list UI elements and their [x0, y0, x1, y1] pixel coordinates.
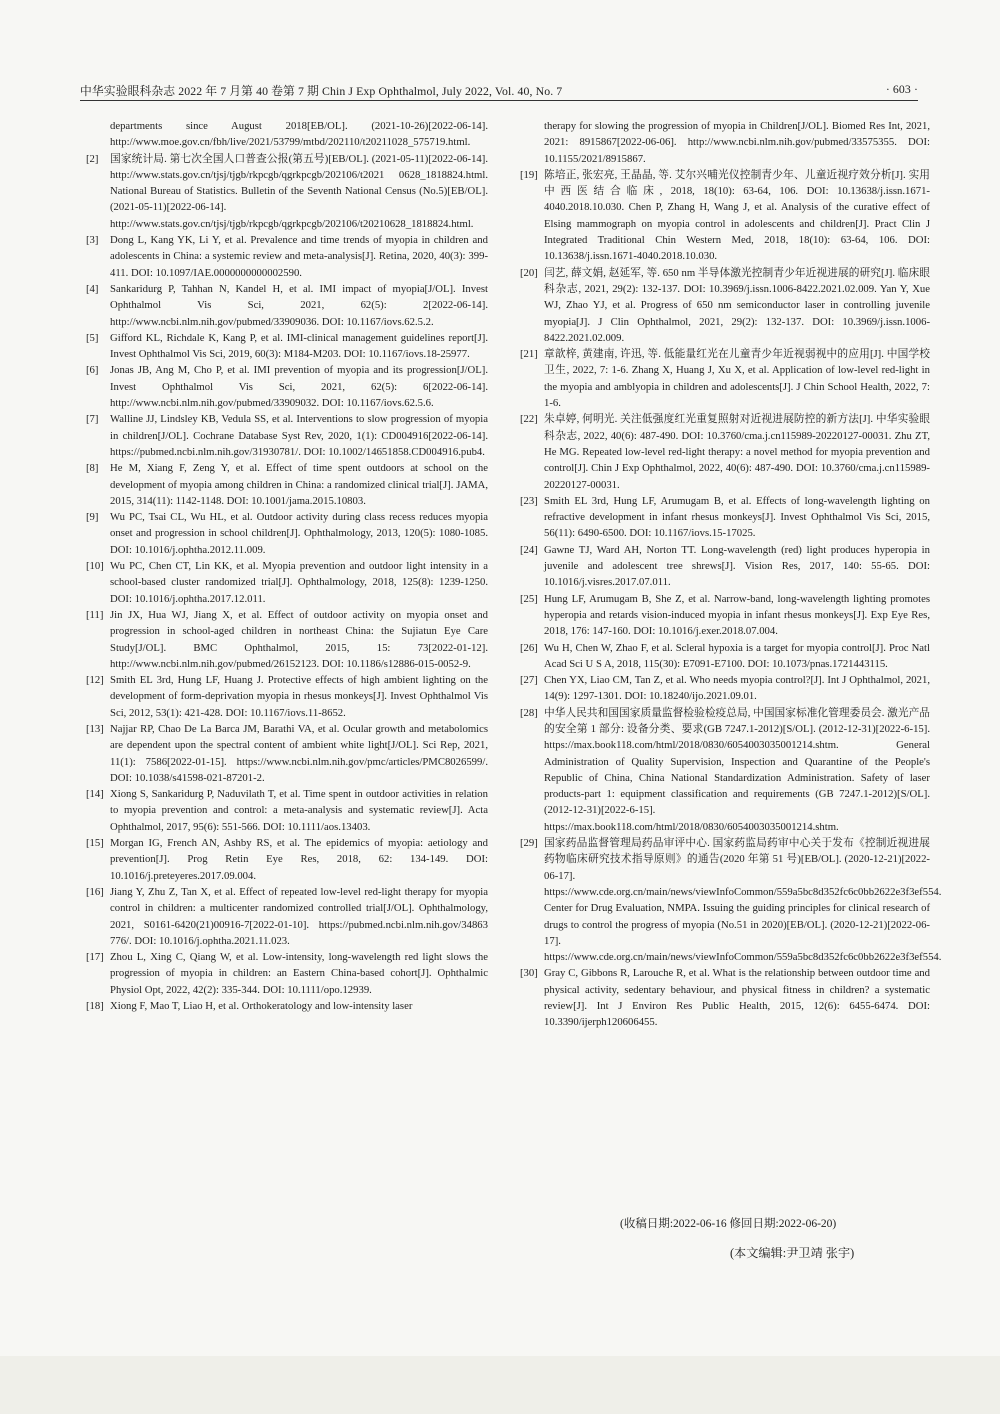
reference-number: [16] — [86, 885, 104, 898]
reference-text: Gawne TJ, Ward AH, Norton TT. Long-wavelength (red) light produces hyperopia in juvenile and adolescent tree shrews[J]. Vision Res, 2017, 140: 55-65. DOI: 10.1016/j.visres.2017.07.011. — [544, 543, 930, 589]
page-number: · 603 · — [885, 82, 918, 96]
reference-number: [5] — [86, 331, 99, 344]
reference-number: [22] — [520, 413, 538, 426]
reference-number: [20] — [520, 266, 538, 279]
reference-entry — [86, 509, 488, 558]
reference-entry — [86, 835, 488, 884]
reference-entry — [86, 998, 488, 1014]
reference-number: [14] — [86, 788, 104, 801]
reference-text: 闫艺, 薛文娟, 赵延军, 等. 650 nm 半导体激光控制青少年近视进展的研究[J]. 临床眼科杂志, 2021, 29(2): 132-137. DOI: 10.3969/j.issn.1006-8422.2021.02.009. Yan Y, Xue WJ, Zhao YJ, et al. Progress of 650 nm semiconductor laser in controlling juvenile myopia[J]. J Clin Ophthalmol, 2021, 29(2): 132-137. DOI: 10.3969/j.issn.1006-8422.2021.02.009. — [544, 266, 930, 344]
reference-entry — [86, 411, 488, 460]
reference-entry — [520, 411, 930, 492]
reference-number: [18] — [86, 1000, 104, 1013]
reference-entry — [520, 167, 930, 265]
reference-number: [10] — [86, 560, 104, 573]
reference-text: Zhou L, Xing C, Qiang W, et al. Low-intensity, long-wavelength red light slows the progression of myopia in children: an Eastern China-based cohort[J]. Ophthalmic Physiol Opt, 2022, 42(2): 335-344. DOI: 10.1111/opo.12939. — [110, 951, 488, 996]
reference-entry — [520, 835, 942, 965]
reference-number: [4] — [86, 282, 99, 295]
reference-entry — [86, 786, 488, 835]
running-header — [80, 80, 918, 101]
journal-citation-line: 中华实验眼科杂志 2022 年 7 月第 40 卷第 7 期 Chin J Exp Ophthalmol, July 2022, Vol. 40, No. 7 — [80, 84, 563, 98]
reference-text: Smith EL 3rd, Hung LF, Huang J. Protective effects of high ambient lighting on the development of form-deprivation myopia in rhesus monkeys[J]. Invest Ophthalmol Vis Sci, 2012, 53(1): 421-428. DOI: 10.1167/iovs.11-8652. — [110, 674, 488, 719]
reference-entry — [520, 493, 930, 542]
reference-number: [19] — [520, 168, 538, 181]
reference-entry — [86, 330, 488, 363]
reference-text: Chen YX, Liao CM, Tan Z, et al. Who needs myopia control?[J]. Int J Ophthalmol, 2021, 14(9): 1297-1301. DOI: 10.18240/ijo.2021.09.01. — [544, 674, 930, 703]
reference-text: Jonas JB, Ang M, Cho P, et al. IMI prevention of myopia and its progression[J/OL]. Invest Ophthalmol Vis Sci, 2021, 62(5): 6[2022-06-14]. http://www.ncbi.nlm.nih.gov/pubmed/33909032. DOI: 10.1167/iovs.62.5.6. — [110, 364, 488, 410]
reference-entry — [86, 672, 488, 721]
reference-entry — [86, 281, 488, 330]
reference-text: Sankaridurg P, Tahhan N, Kandel H, et al. IMI impact of myopia[J/OL]. Invest Ophthalmol Vis Sci, 2021, 62(5): 2[2022-06-14]. http://www.ncbi.nlm.nih.gov/pubmed/33909036. DOI: 10.1167/iovs.62.5.2. — [110, 282, 488, 328]
reference-text: Xiong F, Mao T, Liao H, et al. Orthokeratology and low-intensity laser — [110, 1000, 413, 1013]
reference-list-right-column — [520, 118, 942, 1031]
reference-text: Smith EL 3rd, Hung LF, Arumugam B, et al. Effects of long-wavelength lighting on refractive development in infant rhesus monkeys[J]. Invest Ophthalmol Vis Sci, 2015, 56(11): 6490-6500. DOI: 10.1167/iovs.15-17025. — [544, 494, 930, 540]
editor-credit: (本文编辑:尹卫靖 张宇) — [730, 1246, 855, 1260]
reference-number: [3] — [86, 234, 99, 247]
reference-text: Gray C, Gibbons R, Larouche R, et al. What is the relationship between outdoor time and physical activity, sedentary behaviour, and physical fitness in children? a systematic review[J]. Int J Environ Res Public Health, 2015, 12(6): 6455-6474. DOI: 10.3390/ijerph120606455. — [544, 967, 930, 1029]
reference-text: Wu H, Chen W, Zhao F, et al. Scleral hypoxia is a target for myopia control[J]. Proc Natl Acad Sci U S A, 2018, 115(30): E7091-E7100. DOI: 10.1073/pnas.1721443115. — [544, 641, 930, 670]
reference-entry — [86, 558, 488, 607]
reference-entry — [520, 542, 930, 591]
reference-number: [17] — [86, 951, 104, 964]
reference-text: Wu PC, Chen CT, Lin KK, et al. Myopia prevention and outdoor light intensity in a school-based cluster randomized trial[J]. Ophthalmology, 2018, 125(8): 1239-1250. DOI: 10.1016/j.ophtha.2017.12.011. — [110, 560, 488, 605]
reference-number: [9] — [86, 511, 99, 524]
reference-text: Jin JX, Hua WJ, Jiang X, et al. Effect of outdoor activity on myopia onset and progression in school-aged children in northeast China: the Sujiatun Eye Care Study[J/OL]. BMC Ophthalmol, 2015, 15: 73[2022-01-12]. http://www.ncbi.nlm.nih.gov/pubmed/26152123. DOI: 10.1186/s12886-015-0052-9. — [110, 608, 488, 670]
reference-number: [25] — [520, 592, 538, 605]
reference-number: [26] — [520, 641, 538, 654]
reference-number: [15] — [86, 837, 104, 850]
reference-number: [12] — [86, 674, 104, 687]
reference-entry — [86, 232, 488, 281]
reference-number: [24] — [520, 543, 538, 556]
reference-entry — [520, 672, 930, 705]
reference-number: [8] — [86, 462, 99, 475]
reference-number: [6] — [86, 364, 99, 377]
reference-entry — [86, 118, 488, 151]
reference-entry — [520, 640, 930, 673]
reference-text: Dong L, Kang YK, Li Y, et al. Prevalence and time trends of myopia in children and adolescents in China: a systemic review and meta-analysis[J]. Retina, 2020, 40(3): 399-411. DOI: 10.1097/IAE.0000000000002590. — [110, 234, 488, 279]
reference-number: [27] — [520, 674, 538, 687]
reference-entry — [86, 362, 488, 411]
reference-text: He M, Xiang F, Zeng Y, et al. Effect of time spent outdoors at school on the development of myopia among children in China: a randomized clinical trial[J]. JAMA, 2015, 314(11): 1142-1148. DOI: 10.1001/jama.2015.10803. — [110, 462, 488, 507]
reference-text: Walline JJ, Lindsley KB, Vedula SS, et al. Interventions to slow progression of myopia in children[J/OL]. Cochrane Database Syst Rev, 2020, 1(1): CD004916[2022-06-14]. https://pubmed.ncbi.nlm.nih.gov/31930781/. DOI: 10.1002/14651858.CD004916.pub4. — [110, 413, 488, 458]
reference-entry — [520, 591, 930, 640]
scan-bottom-margin — [0, 1356, 1000, 1414]
reference-entry — [86, 607, 488, 672]
reference-text: 朱卓婷, 何明光. 关注低强度红光重复照射对近视进展防控的新方法[J]. 中华实验眼科杂志, 2022, 40(6): 487-490. DOI: 10.3760/cma.j.cn115989-20220127-00031. Zhu ZT, He MG. Repeated low-level red-light therapy: a novel method for myopia prevention and control[J]. Chin J Exp Ophthalmol, 2022, 40(6): 487-490. DOI: 10.3760/cma.j.cn115989-20220127-00031. — [544, 413, 930, 491]
reference-list-left-column — [86, 118, 488, 1014]
reference-number: [29] — [520, 837, 538, 850]
reference-text: Najjar RP, Chao De La Barca JM, Barathi VA, et al. Ocular growth and metabolomics are dependent upon the spectral content of ambient white light[J/OL]. Sci Rep, 2021, 11(1): 7586[2022-01-15]. https://www.ncbi.nlm.nih.gov/pmc/articles/PMC8026599/. DOI: 10.1038/s41598-021-87201-2. — [110, 722, 488, 784]
reference-number: [28] — [520, 706, 538, 719]
reference-text: Morgan IG, French AN, Ashby RS, et al. The epidemics of myopia: aetiology and prevention[J]. Prog Retin Eye Res, 2018, 62: 134-149. DOI: 10.1016/j.preteyeres.2017.09.004. — [110, 837, 488, 882]
reference-number: [23] — [520, 494, 538, 507]
reference-text: 国家统计局. 第七次全国人口普查公报(第五号)[EB/OL]. (2021-05-11)[2022-06-14]. http://www.stats.gov.cn/tjsj/tjgb/rkpcgb/qgrkpcgb/202106/t2021 0628_1818824.html. National Bureau of Statistics. Bulletin of the Seventh National Census (No.5)[EB/OL]. (2021-05-11)[2022-06-14]. http://www.stats.gov.cn/tjsj/tjgb/rkpcgb/qgrkpcgb/202106/t20210628_1818824.html. — [110, 152, 488, 230]
reference-text: 国家药品监督管理局药品审评中心. 国家药监局药审中心关于发布《控制近视进展药物临床研究技术指导原则》的通告(2020 年第 51 号)[EB/OL]. (2020-12-21)[2022-06-17]. https://www.cde.org.cn/main/news/viewInfoCommon/559a5bc8d352fc6c0bb2622e3f3ef554. Center for Drug Evaluation, NMPA. Issuing the guiding principles for clinical research of drugs to control the progress of myopia (No.51 in 2020)[EB/OL]. (2020-12-21)[2022-06-17]. https://www.cde.org.cn/main/news/viewInfoCommon/559a5bc8d352fc6c0bb2622e3f3ef554. — [544, 837, 942, 964]
reference-number: [21] — [520, 348, 538, 361]
reference-text: departments since August 2018[EB/OL]. (2021-10-26)[2022-06-14]. http://www.moe.gov.cn/fbh/live/2021/53799/mtbd/202110/t20211028_575719.html. — [110, 120, 488, 149]
reference-entry — [520, 118, 930, 167]
reference-entry — [86, 460, 488, 509]
reference-number: [30] — [520, 967, 538, 980]
reference-text: 章歆梓, 黄建南, 许迅, 等. 低能量红光在儿童青少年近视弱视中的应用[J]. 中国学校卫生, 2022, 7: 1-6. Zhang X, Huang J, Xu X, et al. Application of low-level red-light in the myopia and amblyopia in children and adolescents[J]. J Chin School Health, 2022, 7: 1-6. — [544, 348, 930, 410]
reference-number: [11] — [86, 608, 104, 621]
reference-text: therapy for slowing the progression of myopia in Children[J/OL]. Biomed Res Int, 2021, 2021: 8915867[2022-06-06]. http://www.ncbi.nlm.nih.gov/pubmed/33575355. DOI: 10.1155/2021/8915867. — [544, 120, 930, 165]
reference-number: [2] — [86, 152, 99, 165]
reference-text: Wu PC, Tsai CL, Wu HL, et al. Outdoor activity during class recess reduces myopia onset and progression in school children[J]. Ophthalmology, 2013, 120(5): 1080-1085. DOI: 10.1016/j.ophtha.2012.11.009. — [110, 511, 488, 556]
reference-text: 中华人民共和国国家质量监督检验检疫总局, 中国国家标准化管理委员会. 激光产品的安全第 1 部分: 设备分类、要求(GB 7247.1-2012)[S/OL]. (2012-12-31)[2022-6-15]. https://max.book118.com/html/2018/0830/6054003035001214.shtm. General Administration of Quality Supervision, Inspection and Quarantine of the People's Republic of China, China National Standardization Administration. Safety of laser products-part 1: equipment classification and requirements (GB 7247.1-2012)[S/OL]. (2012-12-31)[2022-6-15]. https://max.book118.com/html/2018/0830/6054003035001214.shtm. — [544, 706, 930, 833]
reference-entry — [86, 721, 488, 786]
reference-text: Gifford KL, Richdale K, Kang P, et al. IMI-clinical management guidelines report[J]. Invest Ophthalmol Vis Sci, 2019, 60(3): M184-M203. DOI: 10.1167/iovs.18-25977. — [110, 331, 488, 361]
reference-entry — [520, 265, 930, 346]
reference-number: [7] — [86, 413, 99, 426]
received-revised-dates: (收稿日期:2022-06-16 修回日期:2022-06-20) — [620, 1218, 837, 1230]
reference-text: Jiang Y, Zhu Z, Tan X, et al. Effect of repeated low-level red-light therapy for myopia control in children: a multicenter randomized controlled trial[J/OL]. Ophthalmology, 2021, S0161-6420(21)00916-7[2022-01-10]. https://pubmed.ncbi.nlm.nih.gov/34863 776/. DOI: 10.1016/j.ophtha.2021.11.023. — [110, 885, 488, 947]
reference-entry — [86, 884, 488, 949]
reference-entry — [520, 346, 930, 411]
reference-text: Hung LF, Arumugam B, She Z, et al. Narrow-band, long-wavelength lighting promotes hyperopia and retards vision-induced myopia in infant rhesus monkeys[J]. Exp Eye Res, 2018, 176: 147-160. DOI: 10.1016/j.exer.2018.07.004. — [544, 592, 930, 638]
reference-text: Xiong S, Sankaridurg P, Naduvilath T, et al. Time spent in outdoor activities in relation to myopia prevention and control: a meta-analysis and systematic review[J]. Acta Ophthalmol, 2017, 95(6): 551-566. DOI: 10.1111/aos.13403. — [110, 788, 488, 833]
reference-entry — [520, 705, 930, 835]
reference-text: 陈培正, 张宏亮, 王晶晶, 等. 艾尔兴哺光仪控制青少年、儿童近视疗效分析[J]. 实用中西医结合临床, 2018, 18(10): 63-64, 106. DOI: 10.13638/j.issn.1671-4040.2018.10.030. Chen P, Zhang H, Wang J, et al. Analysis of the curative effect of Elsing mammograph on myopia control in adolescents and children[J]. Pract Clin J Integrated Traditional Chin Western Med, 2018, 18(10): 63-64, 106. DOI: 10.13638/j.issn.1671-4040.2018.10.030. — [544, 168, 930, 263]
reference-number: [13] — [86, 722, 104, 735]
reference-entry — [86, 949, 488, 998]
reference-entry — [86, 151, 488, 232]
reference-entry — [520, 965, 930, 1030]
